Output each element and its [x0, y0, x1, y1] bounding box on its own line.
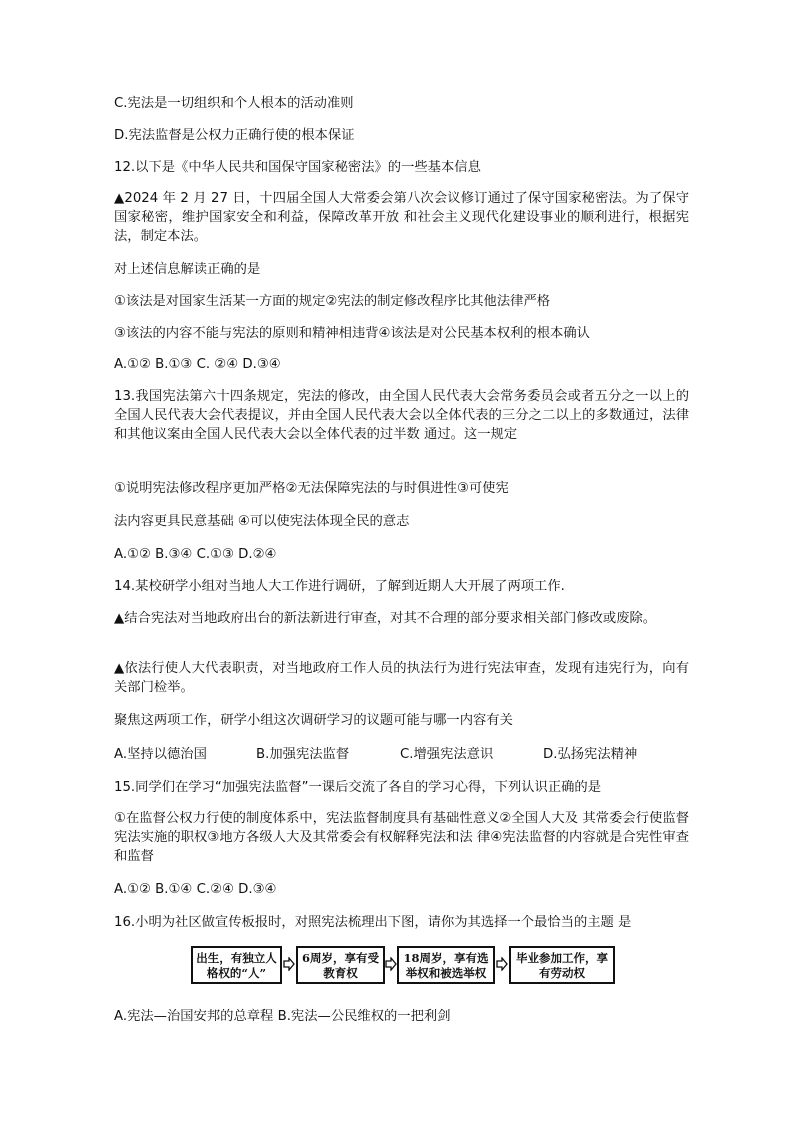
option-d-previous: D.宪法监督是公权力正确行使的根本保证	[114, 128, 355, 143]
question-16-stem: 16.小明为社区做宣传板报时，对照宪法梳理出下图，请你为其选择一个最恰当的主题 是	[114, 915, 632, 930]
question-15-statements: ①在监督公权力行使的制度体系中，宪法监督制度具有基础性意义②全国人大及 其常委会行使监督宪法实施的职权③地方各级人大及其常委会有权解释宪法和法 律④宪法监督的内容就是合宪性审查和监督	[114, 811, 689, 864]
flow-box-birth: 出生，有独立人格权的“人”	[191, 946, 282, 984]
question-14-option-d: D.弘扬宪法精神	[543, 747, 638, 762]
arrow-right-icon	[385, 957, 397, 971]
question-12-stem: 12.以下是《中华人民共和国保守国家秘密法》的一些基本信息	[114, 160, 481, 175]
question-14-option-b: B.加强宪法监督	[256, 747, 350, 762]
question-14-work-1: ▲结合宪法对当地政府出台的新法新进行审查，对其不合理的部分要求相关部门修改或废除。	[114, 611, 657, 626]
question-12-statements-1: ①该法是对国家生活某一方面的规定②宪法的制定修改程序比其他法律严格	[114, 294, 551, 309]
question-14-ask: 聚焦这两项工作，研学小组这次调研学习的议题可能与哪一内容有关	[114, 713, 513, 728]
question-12-statements-2: ③该法的内容不能与宪法的原则和精神相违背④该法是对公民基本权利的根本确认	[114, 326, 590, 341]
flow-box-age-18: 18周岁，享有选举权和被选举权	[397, 946, 495, 984]
question-15-options: A.①② B.①④ C.②④ D.③④	[114, 882, 277, 897]
question-16-options-ab: A.宪法—治国安邦的总章程 B.宪法—公民维权的一把利剑	[114, 1009, 451, 1024]
question-14-options	[114, 745, 689, 765]
question-13-statements-1: ①说明宪法修改程序更加严格②无法保障宪法的与时俱进性③可使宪	[114, 481, 509, 496]
option-c-previous: C.宪法是一切组织和个人根本的活动准则	[114, 96, 354, 111]
arrow-right-icon	[283, 957, 295, 971]
question-12-ask: 对上述信息解读正确的是	[114, 262, 261, 277]
question-14-option-c: C.增强宪法意识	[400, 747, 494, 762]
question-14-stem: 14.某校研学小组对当地人大工作进行调研，了解到近期人大开展了两项工作.	[114, 579, 565, 594]
arrow-right-icon	[496, 957, 508, 971]
question-14-work-2: ▲依法行使人大代表职责，对当地政府工作人员的执法行为进行宪法审查，发现有违宪行为，向有关部门检举。	[114, 661, 689, 695]
question-15-stem: 15.同学们在学习“加强宪法监督”一课后交流了各自的学习心得，下列认识正确的是	[114, 780, 602, 795]
constitution-rights-flowchart	[191, 946, 615, 986]
question-12-info: ▲2024 年 2 月 27 日，十四届全国人大常委会第八次会议修订通过了保守国家秘密法。为了保守国家秘密，维护国家安全和利益，保障改革开放 和社会主义现代化建设事业的顺利进行，根据宪法，制定本法。	[114, 191, 689, 244]
question-13-options: A.①② B.③④ C.①③ D.②④	[114, 547, 277, 562]
question-13-statements-2: 法内容更具民意基础 ④可以使宪法体现全民的意志	[114, 514, 410, 529]
question-14-option-a: A.坚持以德治国	[114, 747, 207, 762]
question-13-stem: 13.我国宪法第六十四条规定，宪法的修改，由全国人民代表大会常务委员会或者五分之一以上的全国人民代表大会代表提议，并由全国人民代表大会以全体代表的三分之二以上的多数通过，法律和其他议案由全国人民代表大会以全体代表的过半数 通过。这一规定	[114, 389, 689, 442]
flow-box-age-6: 6周岁，享有受教育权	[296, 946, 385, 984]
question-12-options: A.①② B.①③ C. ②④ D.③④	[114, 357, 281, 372]
flow-box-work: 毕业参加工作，享有劳动权	[509, 946, 615, 984]
